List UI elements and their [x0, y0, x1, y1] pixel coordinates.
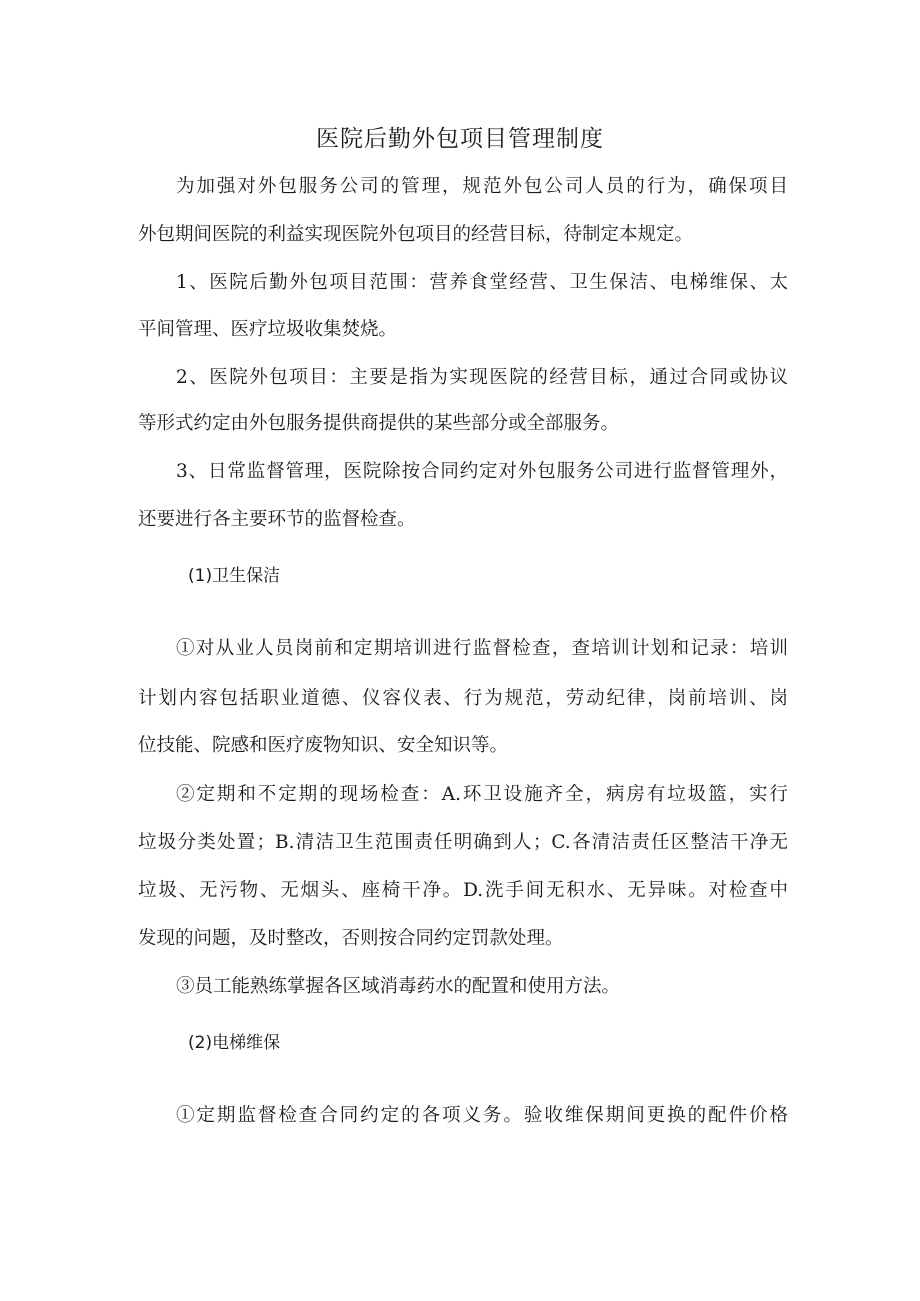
paragraph-line: 发现的问题，及时整改，否则按合同约定罚款处理。 [138, 928, 564, 949]
paragraph-line: 为加强对外包服务公司的管理，规范外包公司人员的行为，确保项目 [176, 176, 788, 197]
paragraph-line: 2、医院外包项目：主要是指为实现医院的经营目标，通过合同或协议 [176, 367, 788, 388]
paragraph-line: 垃圾分类处置；B.清洁卫生范围责任明确到人；C.各清洁责任区整洁干净无 [138, 832, 788, 853]
paragraph-line: ①对从业人员岗前和定期培训进行监督检查，查培训计划和记录：培训 [176, 638, 788, 659]
paragraph-line: 计划内容包括职业道德、仪容仪表、行为规范，劳动纪律，岗前培训、岗 [138, 688, 788, 709]
document-title: 医院后勤外包项目管理制度 [316, 126, 604, 152]
paragraph-line: 1、医院后勤外包项目范围：营养食堂经营、卫生保洁、电梯维保、太 [176, 272, 788, 293]
section-heading-cleaning: (1)卫生保洁 [188, 566, 281, 586]
paragraph-line: ③员工能熟练掌握各区域消毒药水的配置和使用方法。 [176, 976, 621, 997]
paragraph-line: 平间管理、医疗垃圾收集焚烧。 [138, 319, 398, 340]
paragraph-line: ①定期监督检查合同约定的各项义务。验收维保期间更换的配件价格 [176, 1105, 788, 1126]
section-heading-elevator: (2)电梯维保 [188, 1033, 281, 1053]
paragraph-line: 还要进行各主要环节的监督检查。 [138, 509, 416, 530]
paragraph-line: 外包期间医院的利益实现医院外包项目的经营目标，待制定本规定。 [138, 224, 694, 245]
paragraph-line: ②定期和不定期的现场检查：A.环卫设施齐全，病房有垃圾篮，实行 [176, 784, 788, 805]
paragraph-line: 垃圾、无污物、无烟头、座椅干净。D.洗手间无积水、无异味。对检查中 [138, 880, 788, 901]
paragraph-line: 位技能、院感和医疗废物知识、安全知识等。 [138, 735, 509, 756]
paragraph-line: 等形式约定由外包服务提供商提供的某些部分或全部服务。 [138, 413, 620, 434]
paragraph-line: 3、日常监督管理，医院除按合同约定对外包服务公司进行监督管理外， [176, 461, 788, 482]
